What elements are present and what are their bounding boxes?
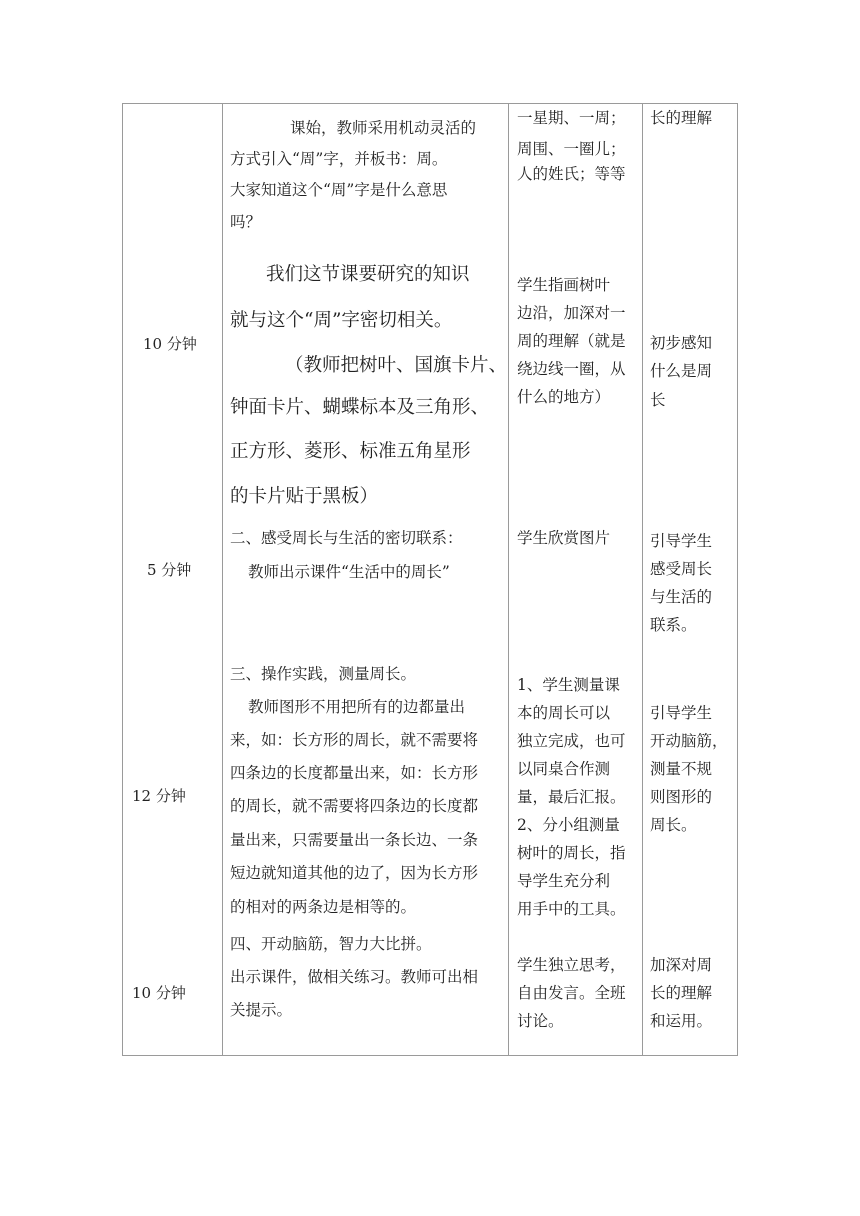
duration-cell: 5 分钟 [147,561,192,579]
intent-line: 联系。 [650,616,697,634]
intent-line: 引导学生 [650,532,713,550]
student-line: 学生独立思考， [517,956,626,974]
intent-line: 什么是周 [650,362,713,380]
student-line: 以同桌合作测 [517,760,611,778]
intent-line: 长 [650,391,666,409]
intent-line: 测量不规 [650,760,713,778]
activity-line: 的相对的两条边是相等的。 [230,898,417,916]
student-line: 绕边线一圈，从 [517,360,626,378]
student-line: 导学生充分利 [517,872,611,890]
student-line: 2、分小组测量 [517,816,620,834]
student-line: 人的姓氏；等等 [517,165,626,183]
student-line: 周的理解（就是 [517,332,626,350]
activity-line: 大家知道这个“周”字是什么意思 [230,181,448,199]
activity-line: 短边就知道其他的边了，因为长方形 [230,864,479,882]
intent-line: 与生活的 [650,588,713,606]
activity-line: 课始，教师采用机动灵活的 [290,119,477,137]
student-line: 独立完成，也可 [517,732,626,750]
activity-line: 的卡片贴于黑板） [230,486,379,507]
student-line: 学生欣赏图片 [517,529,611,547]
intent-line: 初步感知 [650,334,713,352]
activity-line: 四条边的长度都量出来，如：长方形 [230,764,479,782]
activity-line: 的周长，就不需要将四条边的长度都 [230,797,479,815]
student-line: 边沿，加深对一 [517,304,626,322]
student-line: 自由发言。全班 [517,984,626,1002]
student-line: 周围、一圈儿； [517,140,626,158]
student-line: 本的周长可以 [517,704,611,722]
intent-line: 和运用。 [650,1012,713,1030]
duration-cell: 12 分钟 [132,787,186,805]
intent-line: 开动脑筋， [650,732,728,750]
intent-line: 引导学生 [650,704,713,722]
activity-line: 四、开动脑筋，智力大比拼。 [230,935,432,953]
student-line: 讨论。 [517,1012,564,1030]
activity-line: 二、感受周长与生活的密切联系： [230,529,463,547]
intent-line: 则图形的 [650,788,713,806]
activity-line: 三、操作实践，测量周长。 [230,665,417,683]
activity-line: 方式引入“周”字，并板书：周。 [230,150,448,168]
activity-line: 来，如：长方形的周长，就不需要将 [230,731,479,749]
duration-cell: 10 分钟 [132,984,186,1002]
duration-cell: 10 分钟 [143,335,197,353]
intent-line: 长的理解 [650,109,713,127]
student-line: 用手中的工具。 [517,900,626,918]
student-line: 什么的地方） [517,388,611,406]
column-divider [642,104,643,1055]
activity-line: 出示课件，做相关练习。教师可出相 [230,968,479,986]
activity-line: 教师图形不用把所有的边都量出 [248,698,466,716]
column-divider [508,104,509,1055]
activity-line: 吗？ [230,213,262,231]
student-line: 量，最后汇报。 [517,788,626,806]
student-line: 学生指画树叶 [517,276,611,294]
intent-line: 周长。 [650,816,697,834]
activity-line: 教师出示课件“生活中的周长” [248,563,450,581]
activity-line: （教师把树叶、国旗卡片、 [285,355,508,376]
intent-line: 长的理解 [650,984,713,1002]
activity-line: 我们这节课要研究的知识 [266,264,470,285]
column-divider [222,104,223,1055]
student-line: 一星期、一周； [517,109,626,127]
student-line: 1、学生测量课 [517,676,620,694]
intent-line: 加深对周 [650,956,713,974]
activity-line: 量出来，只需要量出一条长边、一条 [230,831,479,849]
activity-line: 关提示。 [230,1001,293,1019]
student-line: 树叶的周长，指 [517,844,626,862]
activity-line: 就与这个“周”字密切相关。 [230,310,453,331]
activity-line: 钟面卡片、蝴蝶标本及三角形、 [230,397,490,418]
intent-line: 感受周长 [650,560,713,578]
activity-line: 正方形、菱形、标准五角星形 [230,441,471,462]
